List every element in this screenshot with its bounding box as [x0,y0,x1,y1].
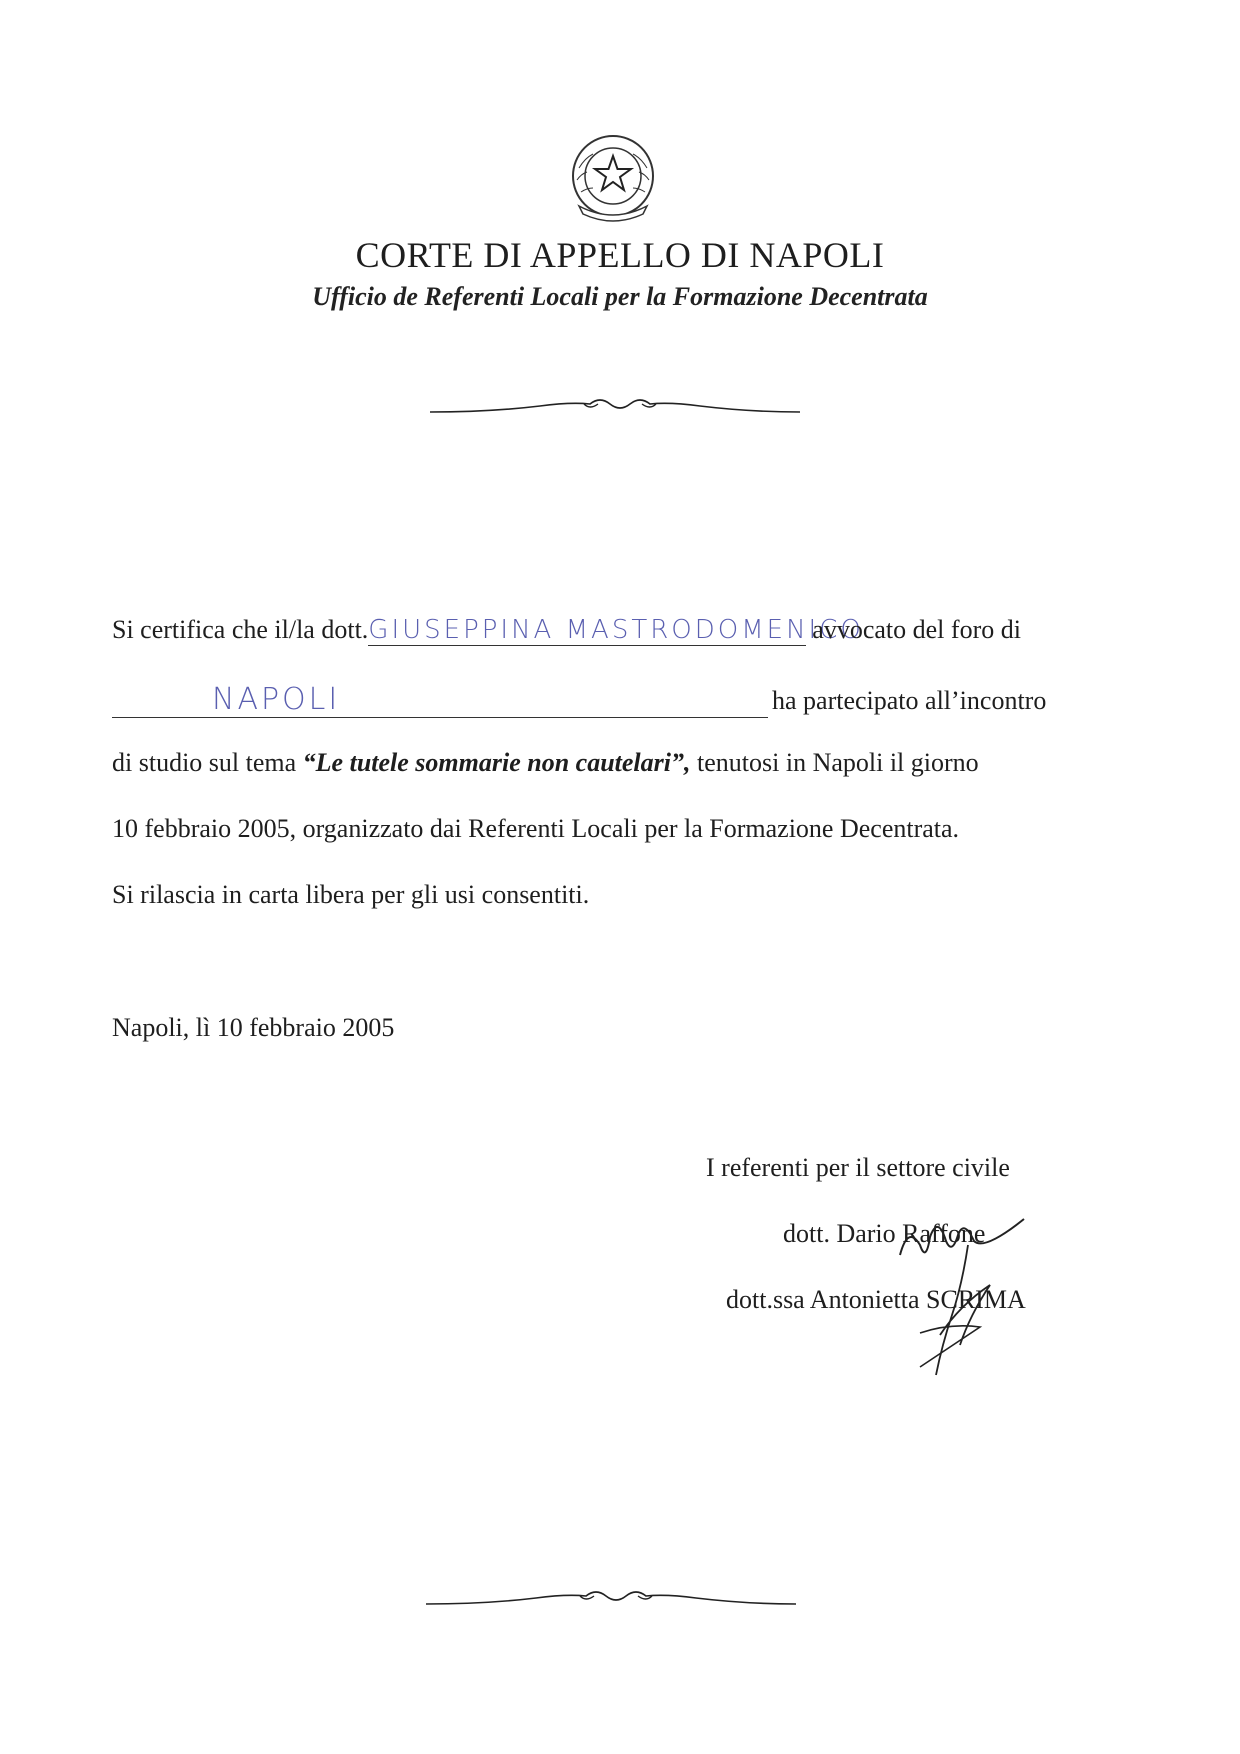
court-title: CORTE DI APPELLO DI NAPOLI [355,235,885,275]
signatory-raffone: dott. Dario Raffone [783,1219,986,1248]
certificate-line-5: Si rilascia in carta libera per gli usi consentiti. [112,880,590,909]
certificate-line-2 [112,682,1046,718]
ornament-divider-bottom [426,1580,796,1620]
place-date: Napoli, lì 10 febbraio 2005 [112,1013,395,1042]
signatory-scrima: dott.ssa Antonietta SCRIMA [726,1285,1026,1314]
office-subtitle: Ufficio de Referenti Locali per la Formazione Decentrata [312,282,928,311]
handwritten-signature [880,1185,1060,1385]
line3-suffix: tenutosi in Napoli il giorno [690,748,979,777]
name-field [368,615,864,646]
line3-prefix: di studio sul tema [112,748,303,777]
ornament-divider-top [430,388,800,428]
certificate-line-3 [112,748,979,778]
handwritten-foro: NAPOLI [212,682,341,717]
italian-republic-emblem-icon [565,128,661,228]
certificate-line-4: 10 febbraio 2005, organizzato dai Referenti Locali per la Formazione Decentrata. [112,814,960,843]
certificate-line2-suffix: ha partecipato all’incontro [772,686,1047,715]
certificate-line1-suffix: avvocato del foro di [812,615,1021,644]
foro-field [112,682,768,718]
signatories-heading: I referenti per il settore civile [706,1153,1010,1182]
topic-title: “Le tutele sommarie non cautelari”, [302,748,691,777]
certificate-line-1 [112,615,1021,646]
handwritten-name: GIUSEPPINA MASTRODOMENICO [368,615,864,645]
certificate-prefix: Si certifica che il/la dott. [112,615,369,644]
